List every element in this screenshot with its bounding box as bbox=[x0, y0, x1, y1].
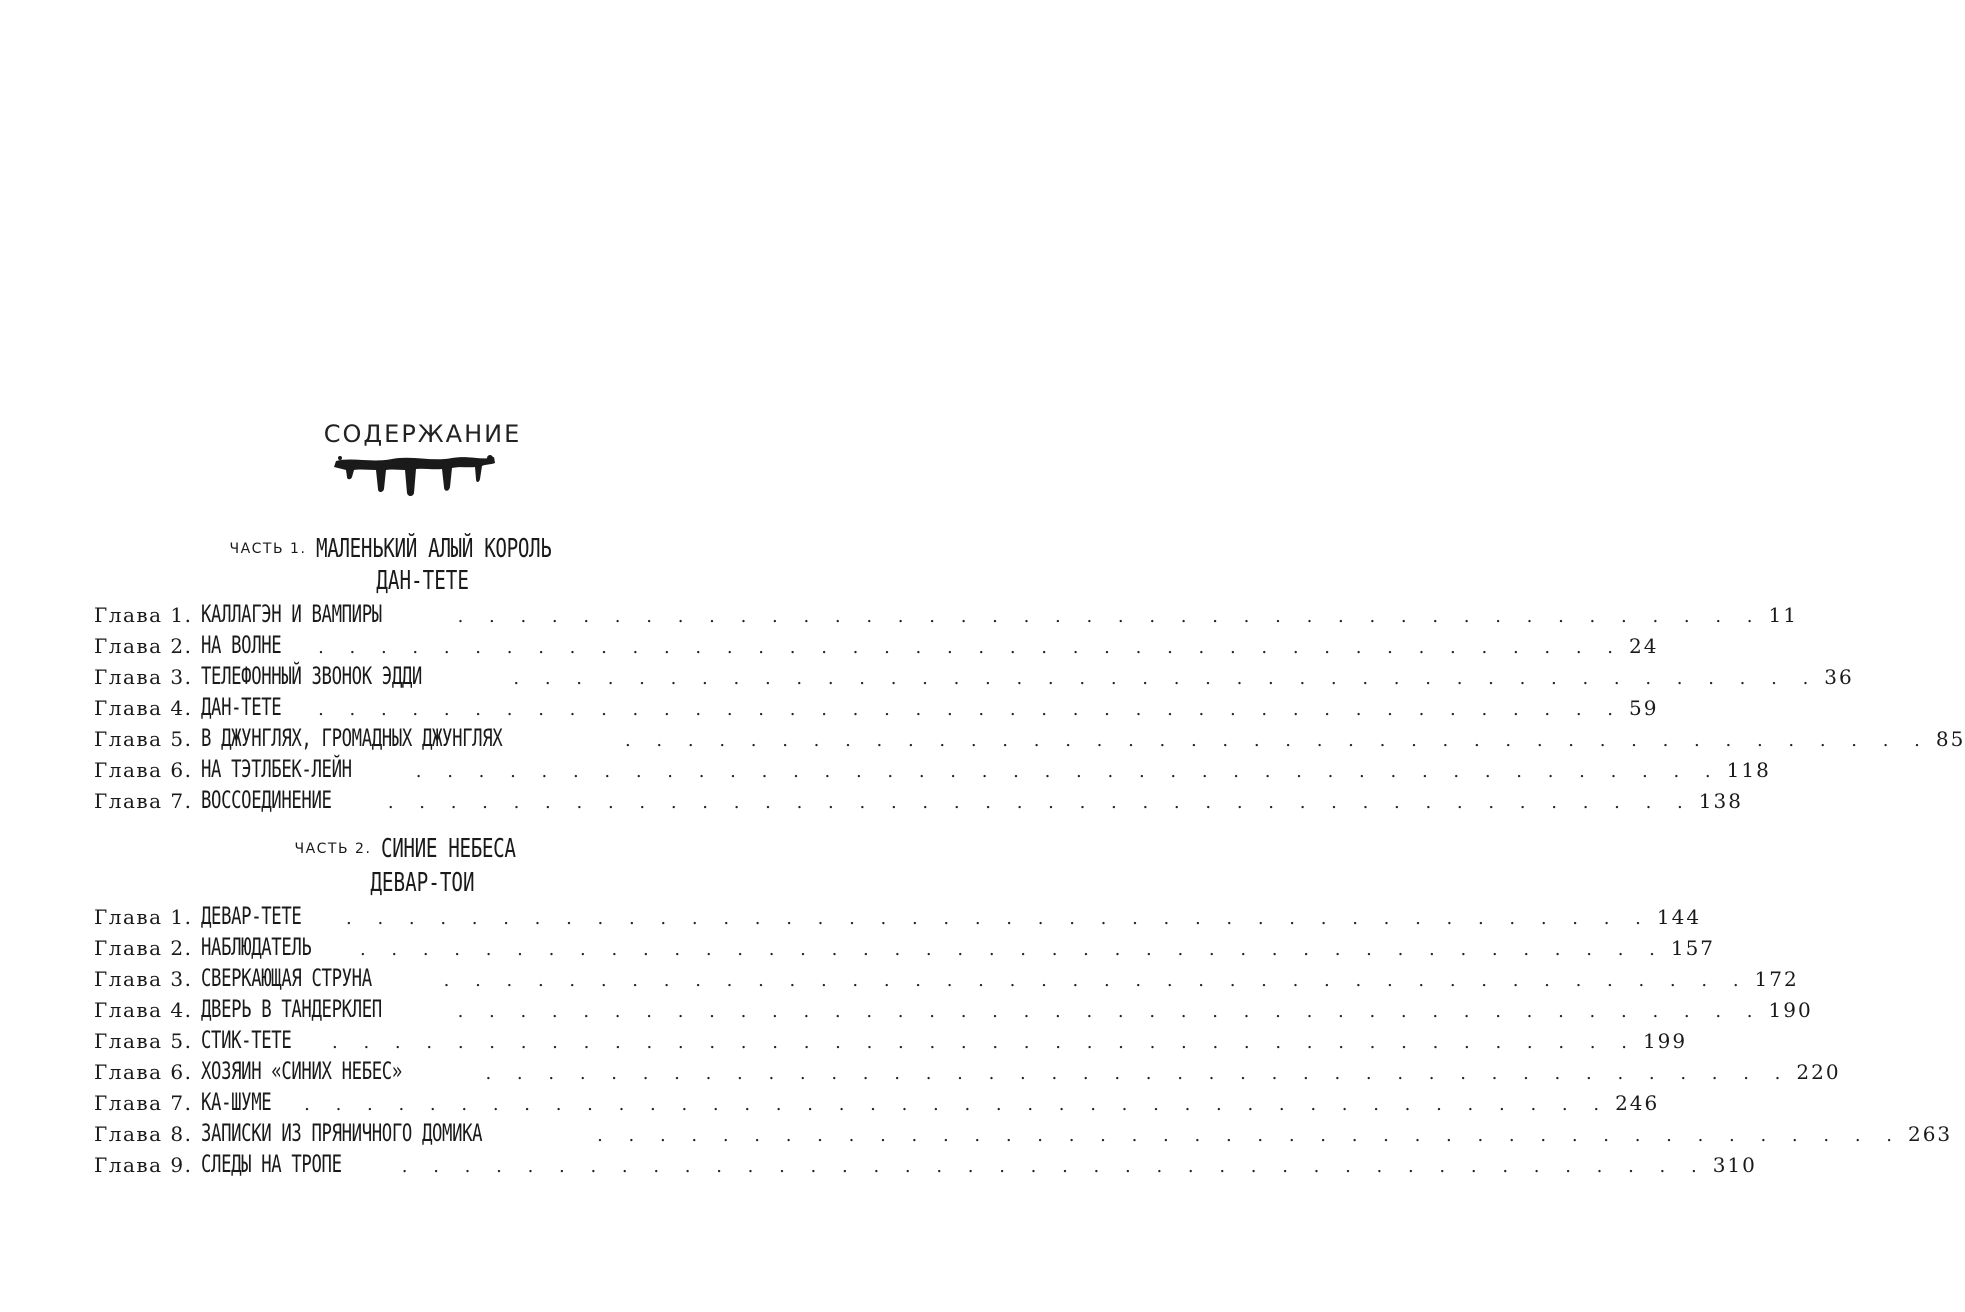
dot-leader: . . . . . . . . . . . . . . . . . . . . . . . . . . . . . . . . . . . . . . . . . . bbox=[401, 1156, 1707, 1177]
chapter-label: Глава 3. bbox=[94, 967, 193, 991]
part-2-title: СИНИЕ НЕБЕСА bbox=[380, 834, 516, 864]
toc-entry[interactable] bbox=[94, 724, 1965, 754]
page-number: 85 bbox=[1935, 727, 1965, 751]
part-1-title: МАЛЕНЬКИЙ АЛЫЙ КОРОЛЬ bbox=[315, 534, 551, 564]
part-2-subtitle: ДЕВАР-ТОИ bbox=[370, 868, 475, 898]
part-1-label: ЧАСТЬ 1. bbox=[229, 541, 307, 557]
toc-entry[interactable] bbox=[94, 1088, 1660, 1118]
chapter-name: ДАН-ТЕТЕ bbox=[200, 693, 281, 721]
dot-leader: . . . . . . . . . . . . . . . . . . . . . . . . . . . . . . . . . . . . . . . . . . bbox=[443, 970, 1749, 991]
chapter-label: Глава 4. bbox=[94, 998, 193, 1022]
part-1-heading bbox=[0, 534, 845, 564]
dot-leader: . . . . . . . . . . . . . . . . . . . . . . . . . . . . . . . . . . . . . . . . . . bbox=[318, 637, 1623, 658]
chapter-label: Глава 4. bbox=[94, 696, 193, 720]
page-number: 172 bbox=[1754, 967, 1799, 991]
page-number: 11 bbox=[1768, 603, 1798, 627]
chapter-label: Глава 8. bbox=[94, 1122, 193, 1146]
dot-leader: . . . . . . . . . . . . . . . . . . . . . . . . . . . . . . . . . . . . . . . . . . bbox=[346, 908, 1651, 929]
chapter-name: В ДЖУНГЛЯХ, ГРОМАДНЫХ ДЖУНГЛЯХ bbox=[200, 724, 502, 752]
chapter-label: Глава 2. bbox=[94, 936, 193, 960]
toc-entry[interactable] bbox=[94, 631, 1659, 661]
part-2-heading bbox=[0, 834, 845, 864]
chapter-label: Глава 1. bbox=[94, 603, 193, 627]
toc-title: СОДЕРЖАНИЕ bbox=[323, 420, 522, 448]
toc-entry[interactable] bbox=[94, 1150, 1757, 1180]
page-number: 118 bbox=[1726, 758, 1771, 782]
page-number: 199 bbox=[1642, 1029, 1688, 1053]
chapter-label: Глава 6. bbox=[94, 758, 193, 782]
page-number: 263 bbox=[1907, 1122, 1953, 1146]
chapter-label: Глава 9. bbox=[94, 1153, 193, 1177]
chapter-name: КАЛЛАГЭН И ВАМПИРЫ bbox=[200, 600, 382, 628]
chapter-label: Глава 2. bbox=[94, 634, 193, 658]
toc-entry[interactable] bbox=[94, 933, 1716, 963]
chapter-label: Глава 7. bbox=[94, 1091, 193, 1115]
chapter-name: КА-ШУМЕ bbox=[200, 1088, 271, 1116]
part-2-label: ЧАСТЬ 2. bbox=[294, 841, 372, 857]
page-number: 59 bbox=[1629, 696, 1659, 720]
dot-leader: . . . . . . . . . . . . . . . . . . . . . . . . . . . . . . . . . . . . . . . . . . bbox=[457, 606, 1763, 627]
toc-entry[interactable] bbox=[94, 786, 1743, 816]
page-number: 220 bbox=[1796, 1060, 1841, 1084]
toc-entry[interactable] bbox=[94, 693, 1659, 723]
chapter-name: ВОССОЕДИНЕНИЕ bbox=[200, 786, 332, 814]
page-number: 246 bbox=[1615, 1091, 1660, 1115]
ink-drip-ornament bbox=[332, 453, 498, 497]
toc-entry[interactable] bbox=[94, 1119, 1953, 1149]
page-number: 24 bbox=[1629, 634, 1659, 658]
dot-leader: . . . . . . . . . . . . . . . . . . . . . . . . . . . . . . . . . . . . . . . . . . bbox=[332, 1032, 1637, 1053]
chapter-label: Глава 5. bbox=[94, 1029, 193, 1053]
toc-entry[interactable] bbox=[94, 902, 1702, 932]
dot-leader: . . . . . . . . . . . . . . . . . . . . . . . . . . . . . . . . . . . . . . . . . . bbox=[318, 699, 1623, 720]
toc-entry[interactable] bbox=[94, 662, 1854, 692]
chapter-label: Глава 3. bbox=[94, 665, 193, 689]
toc-entry[interactable] bbox=[94, 600, 1798, 630]
page-number: 310 bbox=[1712, 1153, 1757, 1177]
chapter-name: ЗАПИСКИ ИЗ ПРЯНИЧНОГО ДОМИКА bbox=[200, 1119, 482, 1147]
toc-entry[interactable] bbox=[94, 964, 1799, 994]
dot-leader: . . . . . . . . . . . . . . . . . . . . . . . . . . . . . . . . . . . . . . . . . . bbox=[485, 1063, 1791, 1084]
toc-entry[interactable] bbox=[94, 995, 1813, 1025]
chapter-label: Глава 5. bbox=[94, 727, 193, 751]
chapter-name: ДВЕРЬ В ТАНДЕРКЛЕП bbox=[200, 995, 382, 1023]
chapter-label: Глава 7. bbox=[94, 789, 193, 813]
part-1-subtitle: ДАН-ТЕТЕ bbox=[376, 566, 469, 596]
page-number: 36 bbox=[1824, 665, 1854, 689]
toc-entry[interactable] bbox=[94, 1026, 1688, 1056]
chapter-name: ТЕЛЕФОННЫЙ ЗВОНОК ЭДДИ bbox=[200, 662, 422, 690]
page-number: 144 bbox=[1656, 905, 1702, 929]
dot-leader: . . . . . . . . . . . . . . . . . . . . . . . . . . . . . . . . . . . . . . . . . . bbox=[387, 792, 1693, 813]
dot-leader: . . . . . . . . . . . . . . . . . . . . . . . . . . . . . . . . . . . . . . . . . . bbox=[624, 730, 1930, 751]
chapter-label: Глава 1. bbox=[94, 905, 193, 929]
page-number: 190 bbox=[1768, 998, 1813, 1022]
page-number: 157 bbox=[1670, 936, 1716, 960]
toc-entry[interactable] bbox=[94, 755, 1771, 785]
chapter-name: НА ВОЛНЕ bbox=[200, 631, 281, 659]
page-number: 138 bbox=[1698, 789, 1743, 813]
chapter-label: Глава 6. bbox=[94, 1060, 193, 1084]
chapter-name: НАБЛЮДАТЕЛЬ bbox=[200, 933, 311, 961]
toc-entry[interactable] bbox=[94, 1057, 1841, 1087]
dot-leader: . . . . . . . . . . . . . . . . . . . . . . . . . . . . . . . . . . . . . . . . . . bbox=[597, 1125, 1902, 1146]
chapter-name: НА ТЭТЛБЕК-ЛЕЙН bbox=[200, 755, 352, 783]
dot-leader: . . . . . . . . . . . . . . . . . . . . . . . . . . . . . . . . . . . . . . . . . . bbox=[457, 1001, 1763, 1022]
dot-leader: . . . . . . . . . . . . . . . . . . . . . . . . . . . . . . . . . . . . . . . . . . bbox=[415, 761, 1721, 782]
chapter-name: ДЕВАР-ТЕТЕ bbox=[200, 902, 301, 930]
chapter-name: СТИК-ТЕТЕ bbox=[200, 1026, 291, 1054]
dot-leader: . . . . . . . . . . . . . . . . . . . . . . . . . . . . . . . . . . . . . . . . . . bbox=[513, 668, 1819, 689]
dot-leader: . . . . . . . . . . . . . . . . . . . . . . . . . . . . . . . . . . . . . . . . . . bbox=[359, 939, 1665, 960]
chapter-name: ХОЗЯИН «СИНИХ НЕБЕС» bbox=[200, 1057, 402, 1085]
dot-leader: . . . . . . . . . . . . . . . . . . . . . . . . . . . . . . . . . . . . . . . . . . bbox=[304, 1094, 1610, 1115]
chapter-name: СВЕРКАЮЩАЯ СТРУНА bbox=[200, 964, 372, 992]
chapter-name: СЛЕДЫ НА ТРОПЕ bbox=[200, 1150, 342, 1178]
